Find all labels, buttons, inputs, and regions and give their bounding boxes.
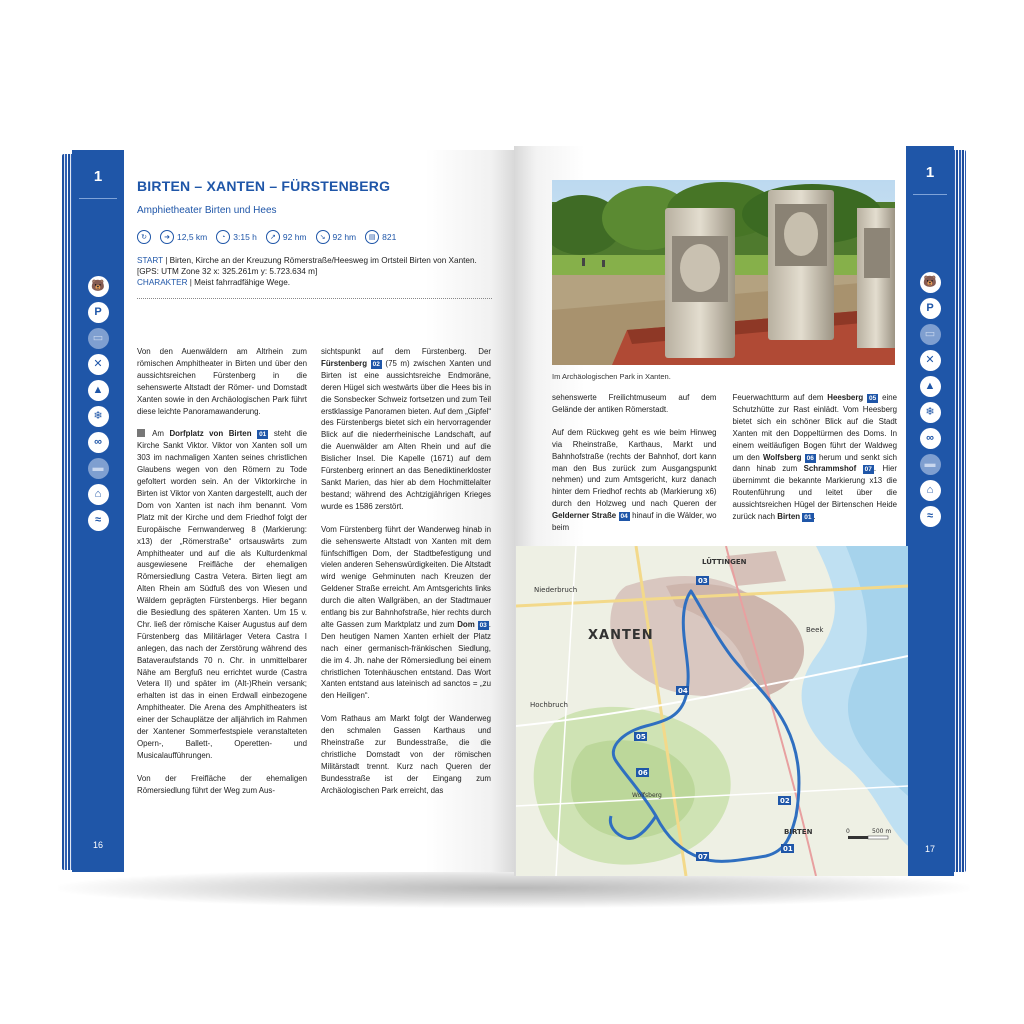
restaurant-icon: ✕ <box>920 350 941 371</box>
clock-icon: ◔ <box>216 230 230 244</box>
photo-caption: Im Archäologischen Park in Xanten. <box>552 372 671 381</box>
waypoint-marker: 01 <box>259 431 267 439</box>
waypoint-marker: 06 <box>806 454 814 462</box>
stat-descent <box>316 230 357 244</box>
body-paragraph: sehenswerte Freilichtmuseum auf dem Gelände der antiken Römerstadt. <box>552 393 717 414</box>
map-label-luettingen: LÜTTINGEN <box>702 558 747 566</box>
stat-value: 3:15 h <box>233 232 257 242</box>
page-number: 16 <box>92 840 103 850</box>
feature-icon-list <box>72 276 124 531</box>
stat-distance <box>160 230 207 244</box>
chapter-number: 1 <box>925 164 935 181</box>
left-column-2 <box>321 346 491 808</box>
loop-icon: ↻ <box>137 230 151 244</box>
svg-text:03: 03 <box>698 577 708 585</box>
svg-text:05: 05 <box>636 733 646 741</box>
map-label-birten: BIRTEN <box>784 828 813 836</box>
waypoint-marker: 01 <box>804 514 812 522</box>
waypoint-marker: 02 <box>372 360 380 368</box>
left-page <box>72 150 514 872</box>
stat-duration <box>216 230 257 244</box>
tab-divider <box>79 198 117 199</box>
body-paragraph: Feuerwachtturm auf dem Heesberg 05 eine Schutzhütte zur Rast einlädt. Vom Heesberg bietet sich ein schöner Blick auf die Stadt Xanten mit den Doppeltürmen des Doms. In einem weitläufigen Bogen führt der Waldweg um den Wolfsberg 06 herum und senkt sich dann hinab zum Schrammshof 07 . Hier übernimmt die bekannte Markierung x13 die Routenführung und leitet über die aussichtsreichen Hügel der Birtenschen Heide zurück nach Birten 01 . <box>732 393 898 522</box>
mountain-icon: ▲ <box>88 380 109 401</box>
train-icon: ▬ <box>88 458 109 479</box>
left-chapter-tab <box>72 150 124 872</box>
body-paragraph: Von der Freifläche der ehemaligen Römersiedlung führt der Weg zum Aus- <box>137 773 307 795</box>
start-info <box>137 255 497 288</box>
snowflake-icon: ❄ <box>920 402 941 423</box>
start-label: START <box>137 256 163 265</box>
tour-stats <box>137 230 497 244</box>
tab-divider <box>913 194 947 195</box>
route-map <box>516 546 908 876</box>
svg-text:02: 02 <box>780 797 790 805</box>
right-body-columns <box>552 392 897 545</box>
parking-icon: P <box>920 298 941 319</box>
dotted-divider <box>137 298 492 299</box>
train-icon: ▬ <box>920 454 941 475</box>
svg-text:04: 04 <box>678 687 688 695</box>
snowflake-icon: ❄ <box>88 406 109 427</box>
map-label-hochbruch: Hochbruch <box>530 701 568 709</box>
parking-icon: P <box>88 302 109 323</box>
museum-icon: ⌂ <box>88 484 109 505</box>
body-paragraph: sichtspunkt auf dem Fürstenberg. Der Fürstenberg 02 (75 m) zwischen Xanten und Birten ist eine aussichtsreiche Endmoräne, deren Hügel sich westwärts über die Hees bis in die Sonsbecker Schweiz fortsetzen und zum Teil erstklassige Panoramen bieten. Auf dem „Gipfel“ des Fürstenbergs bietet sich ein hervorragender Blick auf die niederrheinische Landschaft, auf die Auenwälder am Alten Rhein und auf die Bislicher Insel. Die Kapelle (1671) auf dem Fürstenberg erinnert an das Benediktinerkloster Sankt Marien, das hier ab dem Hochmittelalter bestand; während des Achtzigjährigen Krieges wurde es 1586 zerstört. <box>321 347 491 511</box>
stat-value: 92 hm <box>282 232 307 242</box>
mountain-icon: ▲ <box>920 376 941 397</box>
map-label-niederbruch: Niederbruch <box>534 586 578 594</box>
bear-icon: 🐻 <box>88 276 109 297</box>
character-label: CHARAKTER <box>137 278 188 287</box>
map-illustration <box>516 546 908 876</box>
left-body-columns <box>137 346 492 808</box>
body-paragraph: Am Dorfplatz von Birten 01 steht die Kirche Sankt Viktor. Viktor von Xanten soll um 303 im nachmaligen Xanten seines christlichen Glaubens wegen von den Römern zu Tode gefoltert worden sein. An der Viktorkirche in Birten ist Viktor von Xanten dargestellt, auch der Dom von Xanten ist nach ihm benannt. Vom Platz mit der Kirche und dem Friedhof folgt der Europäische Fernwanderweg 8 (Markierung: x13) der „Römerstraße“ ortsauswärts zum Amphitheater und auf die als Kulturdenkmal ausgewiesene Freifläche der ehemaligen Römersiedlung Castra Vetera. Birten liegt am Alten Rhein am Südfuß des von Wiesen und Wäldern geprägten Fürstenbergs. Hier begann die Besiedlung des späteren Xanten. Um 15 v. Chr. ließ der römische Kaiser Augustus auf dem Fürstenberg das Militärlager Vetera Castra I anlegen, das nach der Zerstörung während des Bataveraufstands 70 n. Chr. in unmittelbarer Nähe am Bergfuß neu errichtet wurde (Castra Vetera II) und später im (Alt-)Rhein versank; erhalten ist das in einen Erdwall einbezogene Amphitheater. Die Arena des Amphitheaters ist einer der Schauplätze der alljährlich im Rahmen der Xantener Sommerfestspiele veranstalteten Opern-, Ballett-, Operetten- und Musicalaufführungen. <box>137 429 307 760</box>
waypoint-marker: 03 <box>479 621 487 629</box>
map-sheet-icon: ▤ <box>365 230 379 244</box>
body-paragraph: Vom Rathaus am Markt folgt der Wanderweg den schmalen Gassen Karthaus und Rheinstraße zur Bundesstraße, die die christliche Domstadt von der römischen Militärstadt trennt. Kurz nach Queren der Bundesstraße ist der Eingang zum Archäologischen Park erreicht, das <box>321 714 491 795</box>
swimmer-icon: ≈ <box>88 510 109 531</box>
ascent-icon: ↗ <box>266 230 280 244</box>
waypoint-marker: 07 <box>864 466 872 474</box>
waypoint-marker: 04 <box>620 513 628 521</box>
svg-text:06: 06 <box>638 769 648 777</box>
map-scale-zero: 0 <box>846 828 850 835</box>
distance-icon: ➜ <box>160 230 174 244</box>
right-column-2 <box>733 392 898 545</box>
map-label-xanten: XANTEN <box>588 628 654 643</box>
page-number: 17 <box>924 844 935 854</box>
map-scale-value: 500 m <box>872 828 892 835</box>
left-column-1 <box>137 346 307 808</box>
chapter-number: 1 <box>93 168 103 185</box>
bus-icon: ▭ <box>920 324 941 345</box>
start-arrow-icon <box>137 429 145 437</box>
bicycle-icon: ∞ <box>920 428 941 449</box>
stat-value: 821 <box>382 232 397 242</box>
page-title: BIRTEN – XANTEN – FÜRSTENBERG <box>137 178 391 194</box>
photo-illustration <box>552 180 895 365</box>
map-label-wolfsberg: Wolfsberg <box>632 792 662 799</box>
swimmer-icon: ≈ <box>920 506 941 527</box>
gps-text: [GPS: UTM Zone 32 x: 325.261m y: 5.723.634 m] <box>137 267 318 276</box>
restaurant-icon: ✕ <box>88 354 109 375</box>
svg-text:07: 07 <box>698 853 708 861</box>
right-chapter-tab <box>906 146 954 876</box>
waypoint-marker: 05 <box>869 395 877 402</box>
stat-map-sheet <box>365 230 396 244</box>
right-column-1 <box>552 392 717 545</box>
stat-value: 92 hm <box>332 232 357 242</box>
museum-icon: ⌂ <box>920 480 941 501</box>
body-paragraph: Vom Fürstenberg führt der Wanderweg hinab in die sehenswerte Altstadt von Xanten mit dem fünfschiffigen Dom, der Stadtbefestigung und vielen anderen Sehenswürdigkeiten. Die Altstadt wird wenige Gehminuten nach Kreuzen der Geldener Straße erreicht. Am Amtsgerichts links durch die alten Wallgräben, an der Stadtmauer entlang bis zur Bahnhofstraße, hier rechts durch alte Gassen zum Marktplatz und zum Dom 03 . Den heutigen Namen Xanten erhielt der Platz nach einer germanisch-fränkischen Siedlung, die im 4. Jh. nahe der Römersiedlung bei einem christlichen Totenhäuschen entstand. Das Wort Xanten entstand aus lateinisch ad sanctos = „zu den Heiligen“. <box>321 524 491 701</box>
bicycle-icon: ∞ <box>88 432 109 453</box>
bus-icon: ▭ <box>88 328 109 349</box>
start-text: | Birten, Kirche an der Kreuzung Römerstraße/Heesweg im Ortsteil Birten von Xanten. <box>162 256 477 265</box>
descent-icon: ↘ <box>316 230 330 244</box>
right-page <box>514 146 954 876</box>
svg-text:01: 01 <box>783 845 793 853</box>
intro-paragraph: Von den Auenwäldern am Altrhein zum römischen Amphitheater in Birten und über den aussichtsreichen Fürstenberg in die sehenswerte Altstadt der Römer- und Domstadt Xanten sowie in den Archäologischen Park führt diese leichte Panoramawanderung. <box>137 347 307 416</box>
map-label-beek: Beek <box>806 626 824 634</box>
archaeological-park-photo <box>552 180 895 365</box>
character-text: | Meist fahrradfähige Wege. <box>187 278 291 287</box>
feature-icon-list <box>906 272 954 527</box>
body-paragraph: Auf dem Rückweg geht es wie beim Hinweg via Rheinstraße, Karthaus, Markt und Bahnhofstraße (rechts der Bahnhof, dort kann man den Bus zurück zum Ausgangspunkt nehmen) und zum Amtsgericht, kurz danach hinter dem Friedhof rechts ab (Markierung x6) durch den Holzweg und nach Queren der Gelderner Straße 04 hinauf in die Wälder, wo beim <box>552 427 717 533</box>
right-page-edges <box>952 150 966 872</box>
page-subtitle: Amphietheater Birten und Hees <box>137 205 277 216</box>
stat-loop <box>137 230 151 244</box>
bear-icon: 🐻 <box>920 272 941 293</box>
tour-header <box>137 178 497 299</box>
stat-ascent <box>266 230 307 244</box>
stat-value: 12,5 km <box>177 232 208 242</box>
